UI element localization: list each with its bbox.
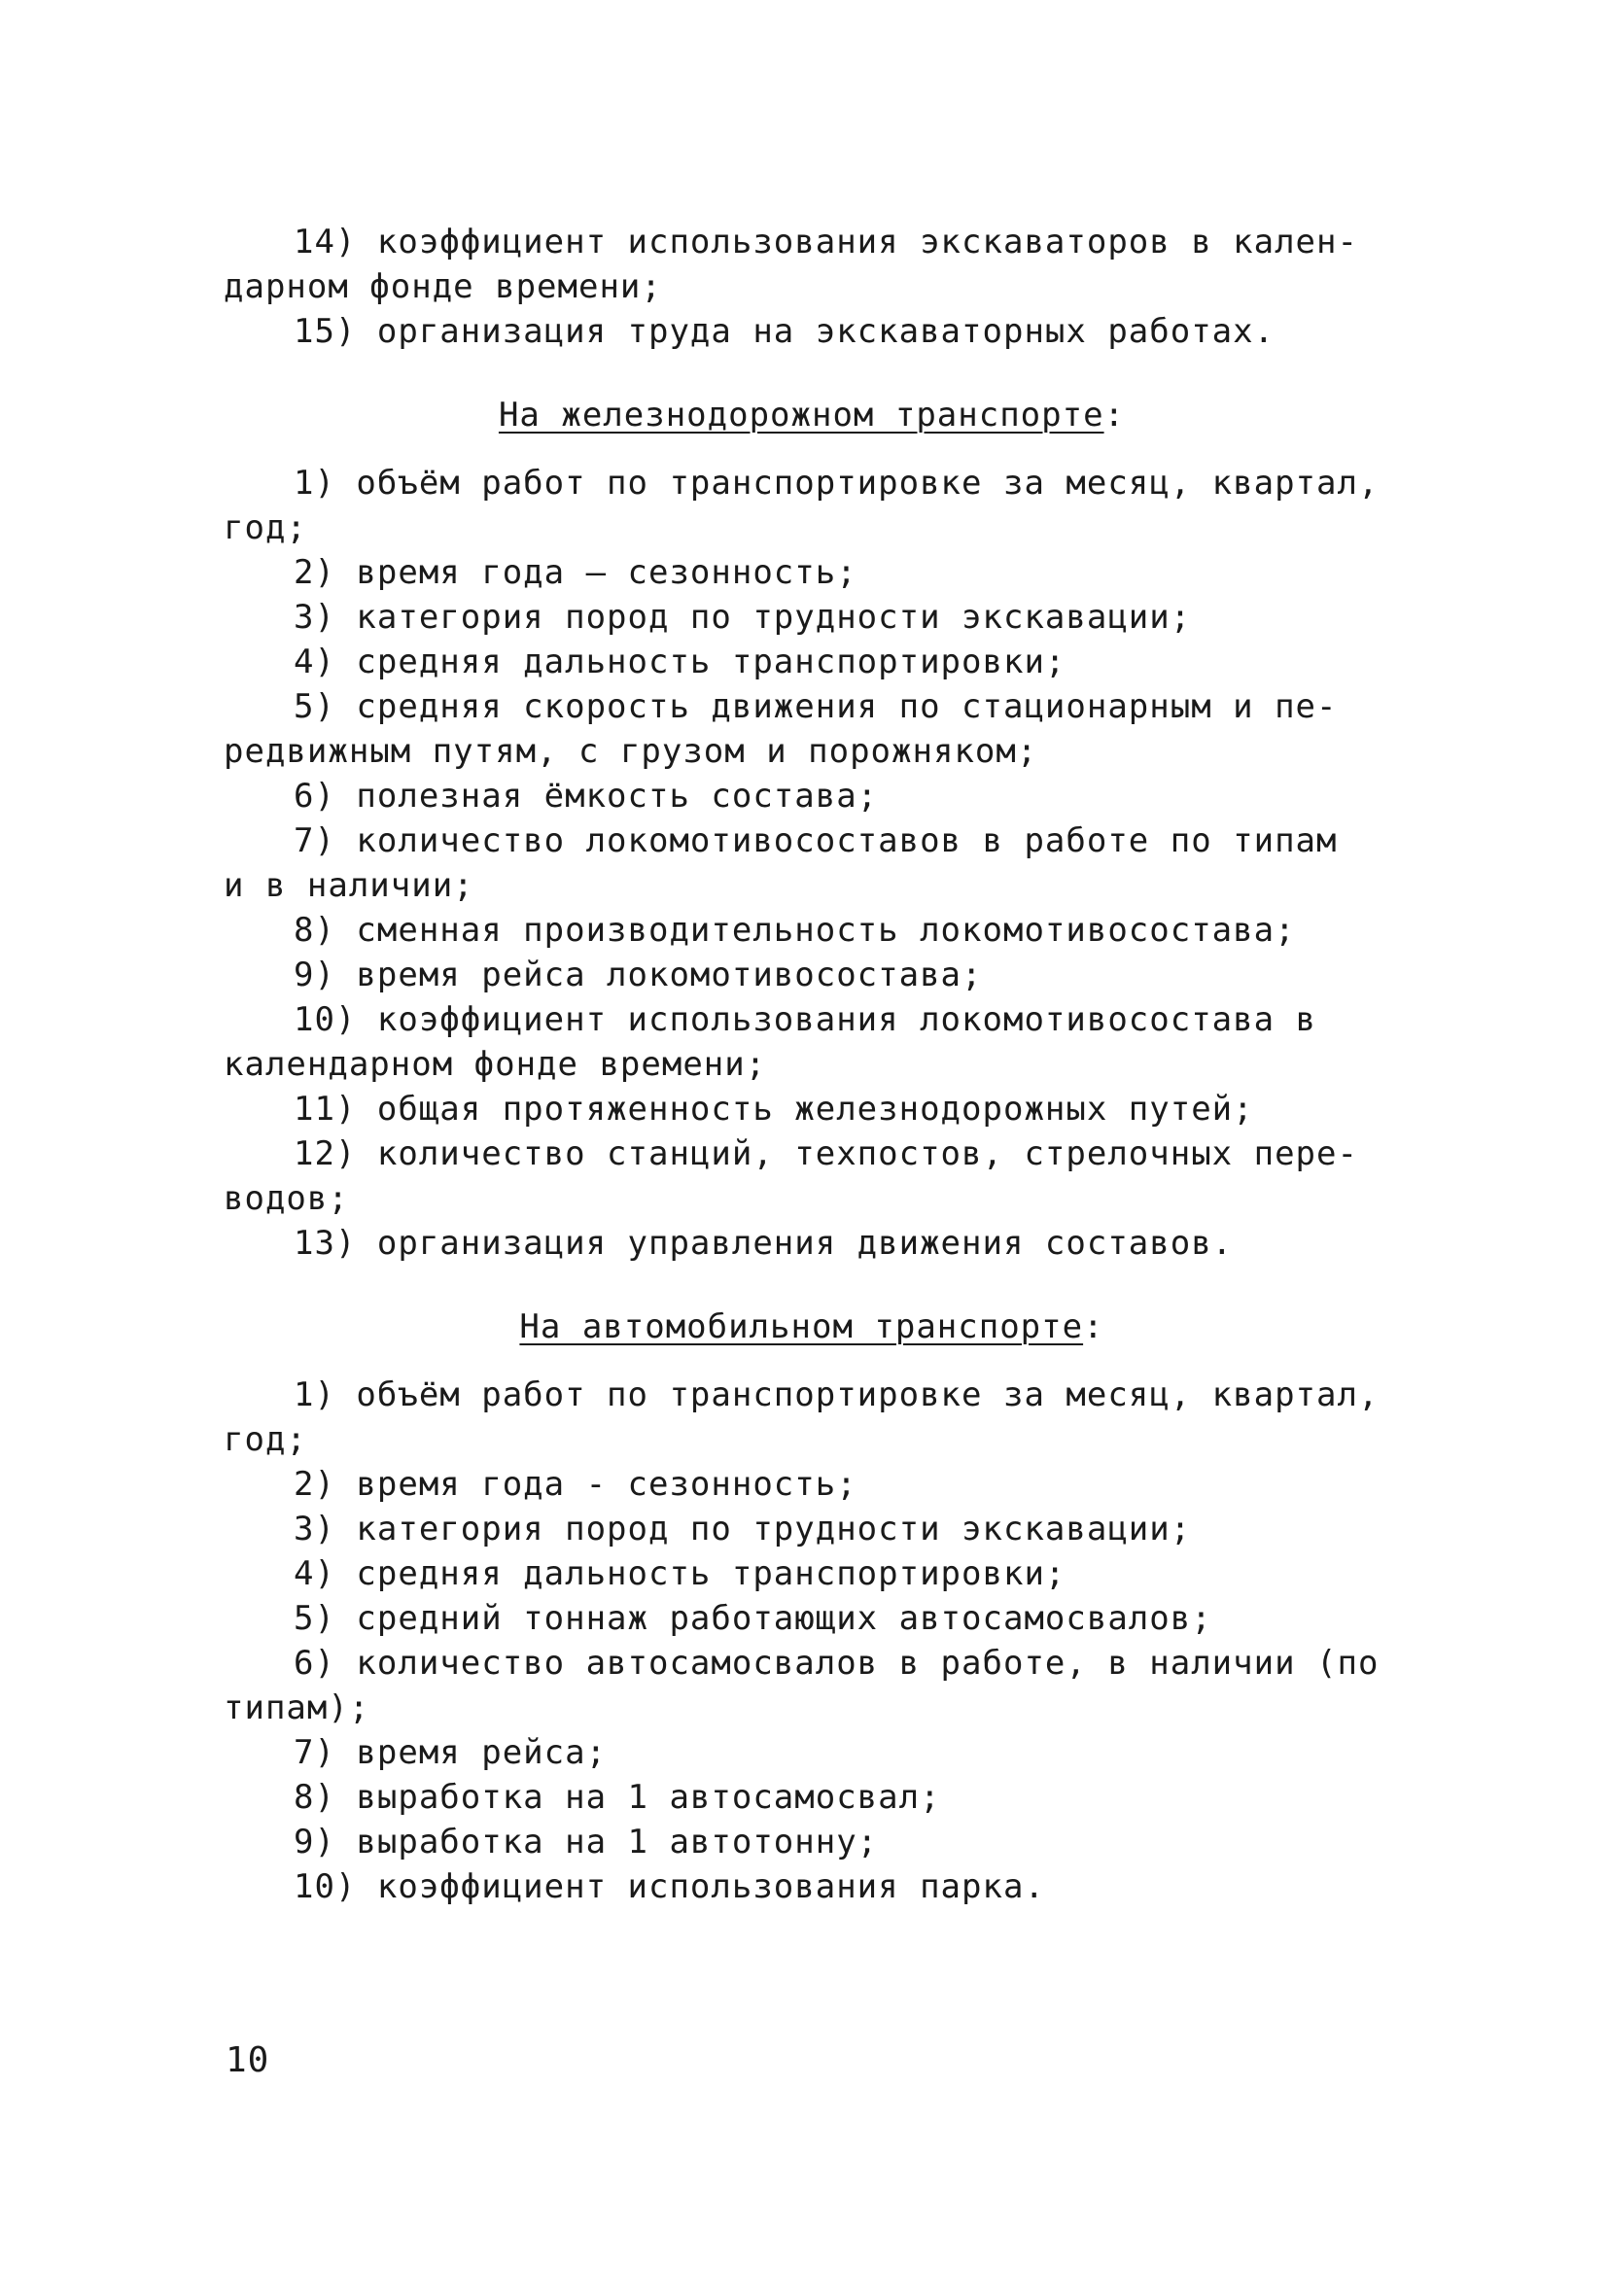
list-item-continuation: дарном фонде времени; [224,267,662,306]
list-item: 5) средняя скорость движения по стационарным и пе- [294,687,1338,726]
list-item: 8) выработка на 1 автосамосвал; [294,1778,941,1817]
list-item: 1) объём работ по транспортировке за месяц, квартал, [294,1375,1380,1414]
list-item-continuation: и в наличии; [224,866,474,905]
list-item: 4) средняя дальность транспортировки; [294,1554,1066,1593]
text-column [224,220,1400,1909]
railway-section [224,461,1400,1266]
list-item: 2) время года – сезонность; [294,553,857,592]
list-item-continuation: год; [224,508,307,547]
list-item: 9) время рейса локомотивосостава; [294,956,983,994]
list-item: 3) категория пород по трудности экскавации; [294,598,1192,637]
railway-heading-text: На железнодорожном транспорте [498,396,1104,435]
list-item: 10) коэффициент использования парка. [294,1867,1045,1906]
list-item: 6) полезная ёмкость состава; [294,777,879,816]
railway-heading-colon: : [1103,396,1126,435]
list-item: 9) выработка на 1 автотонну; [294,1823,879,1861]
list-item: 7) количество локомотивосоставов в работе по типам [294,821,1338,860]
list-item: 6) количество автосамосвалов в работе, в наличии (по [294,1644,1380,1683]
list-item: 15) организация труда на экскаваторных работах. [294,312,1276,351]
road-heading-text: На автомобильном транспорте [519,1307,1084,1346]
list-item: 11) общая протяженность железнодорожных путей; [294,1090,1254,1129]
list-item: 12) количество станций, техпостов, стрелочных пере- [294,1134,1358,1173]
list-item: 2) время года - сезонность; [294,1465,857,1504]
list-item: 10) коэффициент использования локомотивосостава в [294,1000,1317,1039]
railway-heading [224,393,1400,437]
list-item: 4) средняя дальность транспортировки; [294,643,1066,681]
road-heading-colon: : [1083,1307,1104,1346]
intro-section [224,220,1400,354]
road-section [224,1373,1400,1909]
list-item: 13) организация управления движения составов. [294,1224,1234,1263]
list-item: 5) средний тоннаж работающих автосамосвалов; [294,1599,1212,1638]
list-item: 8) сменная производительность локомотивосостава; [294,911,1296,950]
page-number: 10 [226,2040,270,2080]
list-item-continuation: календарном фонде времени; [224,1045,767,1084]
list-item: 14) коэффициент использования экскаваторов в кален- [294,223,1358,261]
list-item-continuation: редвижным путям, с грузом и порожняком; [224,732,1038,771]
list-item: 7) время рейса; [294,1733,608,1772]
list-item-continuation: год; [224,1420,307,1459]
road-heading [224,1305,1400,1349]
list-item: 1) объём работ по транспортировке за месяц, квартал, [294,464,1380,503]
list-item-continuation: водов; [224,1179,349,1218]
list-item-continuation: типам); [224,1688,370,1727]
list-item: 3) категория пород по трудности экскавации; [294,1510,1192,1548]
